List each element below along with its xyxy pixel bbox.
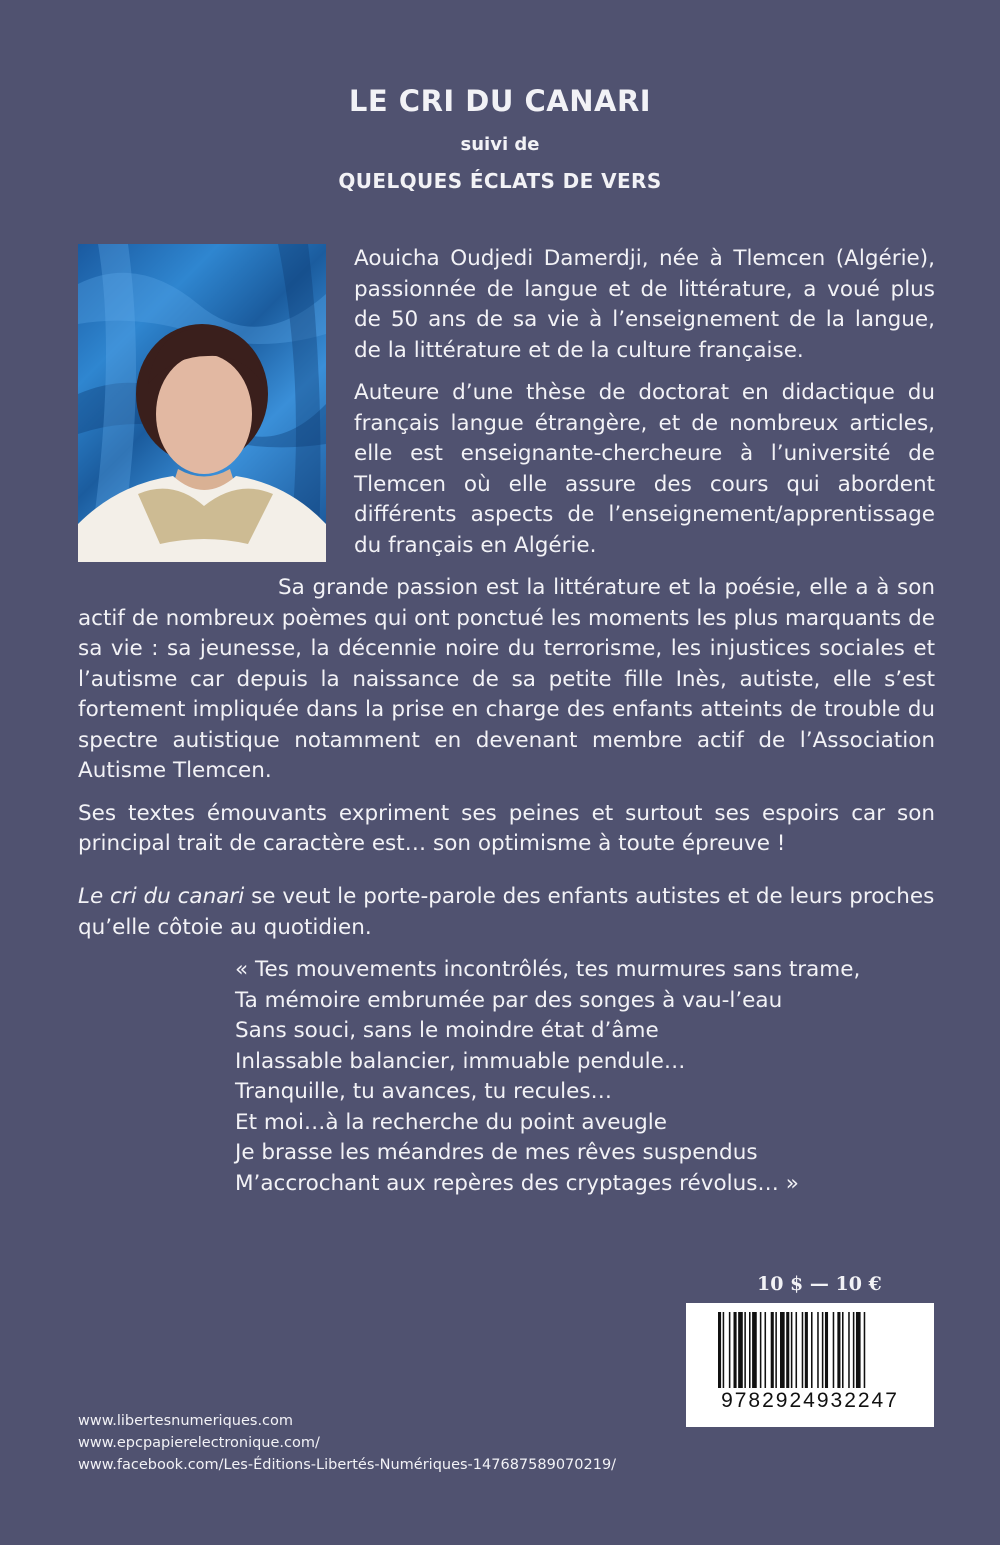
link-epc[interactable]: www.epcpapierelectronique.com/ bbox=[78, 1435, 320, 1451]
book-intro-title: Le cri du canari bbox=[78, 884, 245, 909]
barcode-bar bbox=[802, 1312, 804, 1388]
bio-paragraph-1: Aouicha Oudjedi Damerdji, née à Tlemcen (Algérie), passionnée de langue et de littérature, a voué plus de 50 ans de sa vie à l’enseignement de la langue, de la littérature et de la culture française. bbox=[354, 246, 935, 363]
barcode-bar bbox=[805, 1312, 808, 1388]
isbn-barcode bbox=[686, 1303, 934, 1427]
barcode-bar bbox=[811, 1312, 813, 1388]
barcode-bar bbox=[775, 1312, 777, 1388]
barcode-bar bbox=[837, 1312, 840, 1388]
publisher-links bbox=[78, 1410, 616, 1476]
poem-excerpt bbox=[235, 955, 935, 1199]
barcode-bar bbox=[833, 1312, 835, 1388]
barcode-bar bbox=[744, 1312, 746, 1388]
book-intro bbox=[78, 882, 935, 943]
followed-by: suivi de bbox=[460, 134, 540, 155]
barcode-bar bbox=[825, 1312, 828, 1388]
barcode-bar bbox=[760, 1312, 762, 1388]
barcode-bar bbox=[856, 1312, 861, 1388]
book-intro-text: se veut le porte-parole des enfants autistes et de leurs proches qu’elle côtoie au quotidien. bbox=[78, 884, 935, 940]
poem-line: Je brasse les méandres de mes rêves suspendus bbox=[235, 1140, 758, 1165]
photo-spacer bbox=[78, 244, 354, 572]
author-bio bbox=[78, 244, 935, 872]
barcode-bar bbox=[749, 1312, 751, 1388]
bio-paragraph-3: Sa grande passion est la littérature et la poésie, elle a à son actif de nombreux poèmes qui ont ponctué les moments les plus marquants de sa vie : sa jeunesse, la décennie noire du terrorisme, les injustices sociales et l’autisme car depuis la naissance de sa petite fille Inès, autiste, elle s’est fortement impliquée dans la prise en charge des enfants atteints de trouble du spectre autistique notamment en devenant membre actif de l’Association Autisme Tlemcen. bbox=[78, 575, 935, 783]
poem-line: Et moi…à la recherche du point aveugle bbox=[235, 1109, 667, 1135]
isbn-number: 9782924932247 bbox=[721, 1389, 899, 1412]
link-facebook[interactable]: www.facebook.com/Les-Éditions-Libertés-Numériques-147687589070219/ bbox=[78, 1457, 617, 1473]
barcode-bar bbox=[796, 1312, 798, 1388]
barcode-bar bbox=[791, 1312, 793, 1388]
bio-paragraph-4: Ses textes émouvants expriment ses peines et surtout ses espoirs car son principal trait de caractère est… son optimisme à toute épreuve ! bbox=[78, 800, 935, 856]
barcode-bar bbox=[734, 1312, 737, 1388]
poem-line: Inlassable balancier, immuable pendule… bbox=[235, 1048, 686, 1074]
barcode-bar bbox=[780, 1312, 785, 1388]
book-subtitle: QUELQUES ÉCLATS DE VERS bbox=[338, 169, 662, 193]
bio-paragraph-2: Auteure d’une thèse de doctorat en didactique du français langue étrangère, et de nombreux articles, elle est enseignante-chercheure à l’université de Tlemcen où elle assure des cours qui abordent différents aspects de l’enseignement/apprentissage du français en Algérie. bbox=[354, 380, 935, 558]
barcode-bar bbox=[822, 1312, 824, 1388]
barcode-bar bbox=[771, 1312, 774, 1388]
barcode-bar bbox=[718, 1312, 721, 1388]
link-website[interactable]: www.libertesnumeriques.com bbox=[78, 1413, 294, 1429]
book-title: LE CRI DU CANARI bbox=[348, 84, 652, 118]
barcode-bar bbox=[765, 1312, 767, 1388]
price: 10 $ — 10 € bbox=[757, 1273, 882, 1295]
poem-line: « Tes mouvements incontrôlés, tes murmures sans trame, bbox=[235, 957, 861, 982]
poem-line: Sans souci, sans le moindre état d’âme bbox=[235, 1018, 659, 1043]
poem-line: M’accrochant aux repères des cryptages révolus… » bbox=[235, 1170, 799, 1196]
barcode-bar bbox=[864, 1312, 866, 1388]
barcode-bar bbox=[729, 1312, 731, 1388]
barcode-bars bbox=[718, 1312, 902, 1388]
barcode-bar bbox=[848, 1312, 850, 1388]
barcode-bar bbox=[752, 1312, 757, 1388]
poem-line: Tranquille, tu avances, tu recules… bbox=[235, 1079, 613, 1104]
poem-line: Ta mémoire embrumée par des songes à vau-l’eau bbox=[235, 987, 783, 1013]
title-block bbox=[0, 84, 1000, 193]
barcode-bar bbox=[842, 1312, 844, 1388]
barcode-bar bbox=[786, 1312, 789, 1388]
barcode-bar bbox=[723, 1312, 725, 1388]
barcode-bar bbox=[738, 1312, 743, 1388]
barcode-bar bbox=[817, 1312, 819, 1388]
barcode-bar bbox=[853, 1312, 855, 1388]
